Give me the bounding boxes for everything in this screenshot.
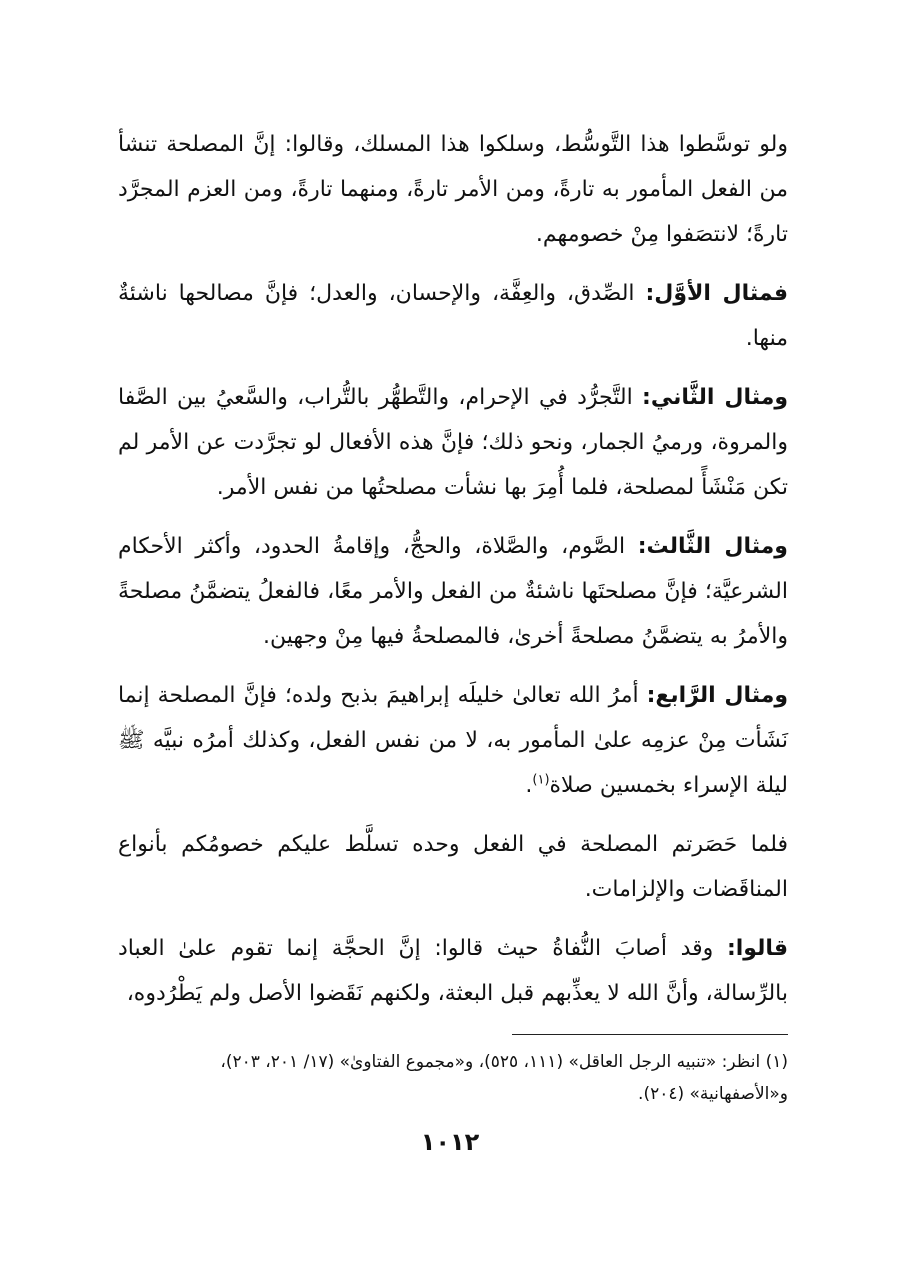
paragraph-body: أمرُ الله تعالىٰ خليلَه إبراهيمَ بذبح ولده؛ فإنَّ المصلحة إنما نَشَأت مِنْ عزمِه علىٰ المأمور به، لا من نفس الفعل، وكذلك أمرُه نبيَّه ﷺ ليلة الإسراء بخمسين صلاة [118,683,788,798]
paragraph-example-fourth [118,673,788,808]
paragraph-example-first [118,271,788,361]
paragraph-body: التَّجرُّد في الإحرام، والتَّطهُّر بالتُّراب، والسَّعيُ بين الصَّفا والمروة، ورميُ الجمار، ونحو ذلك؛ فإنَّ هذه الأفعال لو تجرَّدت عن الأمر لم تكن مَنْشَأً لمصلحة، فلما أُمِرَ بها نشأت مصلحتُها من نفس الأمر. [118,385,788,500]
paragraph-body: ولو توسَّطوا هذا التَّوسُّط، وسلكوا هذا المسلك، وقالوا: إنَّ المصلحة تنشأ من الفعل المأمور به تارةً، ومن الأمر تارةً، ومنهما تارةً، ومن العزم المجرَّد تارةً؛ لانتصَفوا مِنْ خصومهم. [118,132,788,247]
footnote [118,1046,788,1110]
paragraph-body: الصِّدق، والعِفَّة، والإحسان، والعدل؛ فإنَّ مصالحها ناشئةٌ منها. [118,281,788,351]
paragraph-body: فلما حَصَرتم المصلحة في الفعل وحده تسلَّط عليكم خصومُكم بأنواع المناقَضات والإلزامات. [118,832,788,902]
paragraph-lead: ومثال الرَّابع: [646,683,788,708]
paragraph-conclusion [118,822,788,912]
paragraph-intro [118,122,788,257]
paragraph-example-second [118,375,788,510]
paragraph-lead: فمثال الأوَّل: [645,281,788,306]
page-number: ١٠١٢ [420,1128,480,1156]
footnote-reference[interactable]: (١) [532,772,550,788]
paragraph-body: الصَّوم، والصَّلاة، والحجُّ، وإقامةُ الحدود، وأكثر الأحكام الشرعيَّة؛ فإنَّ مصلحتَها ناشئةٌ من الفعل والأمر معًا، فالفعلُ يتضمَّنُ مصلحةً والأمرُ به يتضمَّنُ مصلحةً أخرىٰ، فالمصلحةُ فيها مِنْ وجهين. [118,534,788,649]
footnote-line: (١) انظر: «تنبيه الرجل العاقل» (١١١، ٥٢٥)، و«مجموع الفتاوىٰ» (١٧/ ٢٠١، ٢٠٣)، [220,1052,788,1072]
footnote-separator [512,1034,788,1035]
paragraph-objection [118,926,788,1016]
footnote-line: و«الأصفهانية» (٢٠٤). [638,1084,788,1104]
paragraph-body: وقد أصابَ النُّفاةُ حيث قالوا: إنَّ الحجَّة إنما تقوم علىٰ العباد بالرِّسالة، وأنَّ الله لا يعذِّبهم قبل البعثة، ولكنهم نَقَضوا الأصل ولم يَطْرُدوه، [118,936,788,1006]
paragraph-lead: ومثال الثَّاني: [642,385,788,410]
paragraph-lead: قالوا: [726,936,788,961]
main-text [118,122,788,1030]
paragraph-example-third [118,524,788,659]
paragraph-lead: ومثال الثَّالث: [637,534,788,559]
paragraph-tail: . [525,773,533,798]
